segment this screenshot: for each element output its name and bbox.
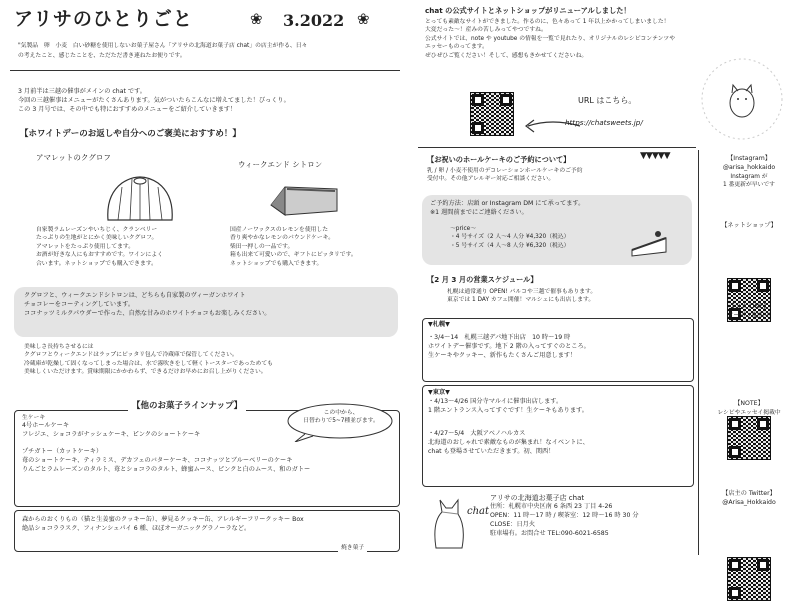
note-line: クグロフと、ウィークエンドシトロンは、どちらも自家製のヴィーガンホワイト	[24, 292, 246, 299]
baked-items: 森からのおくりもの（猫と生姜蜜のクッキー缶）、夢見るクッキー缶、アレルギーフリークッキー Box	[22, 516, 304, 523]
hole-items: フレジエ、ショコラがナッシュケーキ、ピンクのショートケーキ	[22, 431, 201, 439]
tokyo-line: 1 階エントランス入ってすぐです！生ケーキもあります。	[428, 406, 588, 414]
divider	[10, 70, 400, 71]
price-label: 〜price〜	[450, 226, 477, 232]
desc-line: アマレットをたっぷり使用してます。	[36, 243, 135, 250]
shop-name: アリサの北海道お菓子店 chat	[490, 494, 585, 502]
holecake-line: 受付中。その他アレルギー対応ご相談ください。	[427, 176, 555, 183]
order-method: ご予約方法：店頭 or Instagram DM にて承ってます。	[430, 200, 585, 207]
chocolate-note	[24, 292, 270, 319]
chat-logo	[698, 55, 786, 143]
price-list	[450, 225, 569, 250]
schedule-line: 東京では 1 DAY カフェ開催！マルシェにも出店します。	[447, 297, 595, 304]
storage-line: 美味しくいただけます。賞味期限にかかわらず、できるだけお早めにお召し上がりください。	[24, 369, 267, 376]
item1-desc	[36, 226, 163, 268]
shop-logo: chat	[467, 506, 490, 517]
order-note: ※1 週間前までにご連絡ください。	[430, 208, 528, 216]
note-note: レシピやエッセイ掲載中	[717, 409, 781, 416]
storage-line: 冷蔵庫が乾燥して固くなってしまった場合は、水で霧吹きをして軽くトースターであっためても	[24, 360, 273, 367]
storage	[24, 343, 273, 377]
lineup-heading: 【他のお菓子ラインナップ】	[128, 400, 246, 412]
baked-items: 絶品ショコララスク、フィナンシェパイ 6 種、ほぼオーガニックグラノーラなど。	[22, 524, 251, 532]
item2-name: ウィークエンド シトロン	[238, 160, 323, 169]
line-info	[702, 303, 796, 321]
bubble-line: この中から、	[323, 410, 359, 416]
sapporo-line: 生ケーキやクッキー、新作もたくさんご用意します！	[428, 351, 577, 359]
website-qr-code[interactable]	[470, 92, 514, 136]
cake-label: 生ケーキ	[22, 415, 46, 421]
twitter-label: 【店主の Twitter】	[722, 490, 776, 497]
schedule-text	[447, 288, 596, 305]
cat-illustration	[428, 492, 468, 552]
renewal-text	[425, 18, 675, 60]
petit-items: りんごとラムレーズンのタルト、苺とショコラのタルト、蜂蜜ムース、ピンクと白のムース、和のガトー	[22, 466, 311, 474]
shop-closed: CLOSE：日月火	[490, 521, 536, 529]
tokyo-label: ▼東京▼	[428, 389, 450, 396]
note-line: ココナッツミルクパウダーで作った、自然な甘みのホワイトチョコもお楽しみください。	[24, 309, 271, 317]
tokyo-line: 北海道のおしゃれで素敵なものが集まれ！なイベントに、	[428, 438, 589, 446]
note-qr-code[interactable]	[727, 557, 771, 601]
instagram-label: 【Instagram】	[727, 155, 771, 162]
note-info	[702, 400, 796, 417]
sidebar	[702, 155, 796, 190]
intro-line: 3 月前半は三越の催事がメインの chat です。	[18, 88, 146, 95]
storage-line: クグロフとウィークエンドはラップにピッタリ包んで冷蔵庫で保管してください。	[24, 352, 238, 359]
intro-line: 今回の三越催事はメニューがたくさんあります。気がついたらこんなに増えてました！びっくり。	[18, 96, 290, 104]
desc-line: たっぷりの生地がとにかく美味しいクグロフ。	[36, 235, 158, 242]
renewal-line: エッセーものってます。	[425, 44, 488, 51]
tokyo-line: ・4/27〜5/4 大阪アベノハルカス	[428, 429, 526, 437]
shop-hours: OPEN：11 時〜17 時 / 喫茶室：12 時〜16 時 30 分	[490, 512, 639, 520]
petit-label: プチガトー（カットケーキ）	[22, 448, 103, 456]
page-title: アリサのひとりごと	[14, 8, 193, 30]
divider	[418, 147, 696, 148]
renewal-line: とっても素敵なサイトができました。作るのに、色々あって 1 年以上かかってしまいました！	[425, 19, 670, 25]
desc-line: お酒が好きな人にもおすすめです。ワインによく	[36, 252, 163, 259]
sapporo-line: ホワイトデー催事です。地下 2 階の入ってすぐのところ。	[428, 342, 590, 350]
desc-line: 合います。ネットショップでも購入できます。	[36, 260, 157, 267]
instagram-note: 1 番更新が早いです	[723, 182, 775, 189]
intro-line: この 3 月号では、その中でも特におすすめのメニューをご紹介していきます！	[18, 105, 237, 113]
url-link[interactable]: https://chatsweets.jp/	[565, 118, 643, 127]
order-info	[430, 200, 584, 218]
note-line: チョコレーをコーティングしています。	[24, 300, 135, 308]
sapporo-info	[428, 321, 590, 361]
sidebar-divider	[698, 150, 699, 555]
item2-desc	[230, 226, 357, 268]
hole-label: 4号ホールケーキ	[22, 422, 70, 430]
instagram-handle[interactable]: @arisa_hokkaido	[722, 163, 776, 171]
desc-line: 柴田一押しの一品です。	[230, 243, 294, 250]
renewal-heading: chat の公式サイトとネットショップがリニューアルしました！	[425, 6, 631, 15]
desc-line: 国産ノーワックスのレモンを使用した	[230, 227, 329, 233]
petit-items: 苺のショートケーキ、ティラミス、デカフェのバターケーキ、ココナッツとブルーベリーのケーキ	[22, 457, 293, 465]
bunting-icon: ▼▼▼▼▼	[640, 151, 670, 161]
issue-date: 3.2022	[283, 11, 345, 30]
cake-slice-illustration	[628, 222, 678, 260]
holecake-heading: 【お祝いのホールケーキのご予約について】	[427, 155, 571, 164]
kugelhopf-illustration	[100, 165, 180, 225]
line-note: クーポン配布中	[727, 311, 771, 319]
twitter-info	[702, 490, 796, 508]
desc-line: 香り爽やかなレモンのパウンドケーキ。	[230, 235, 334, 242]
baked-label: 焼き菓子	[338, 544, 367, 552]
cake-list	[22, 414, 310, 475]
desc-line: 箱も出来て可愛いので、ギフトにピッタリです。	[230, 252, 357, 259]
shop-info	[490, 493, 639, 539]
netshop-label: 【ネットショップ】	[721, 222, 777, 229]
renewal-line: 大変だった〜！産みの苦しみってやつですね。	[425, 27, 547, 34]
twitter-handle[interactable]: @Arisa_Hokkaido	[722, 498, 776, 506]
pound-cake-illustration	[265, 175, 345, 220]
line-qr-code[interactable]	[727, 416, 771, 460]
schedule-line: 札幌は通常通り OPEN! パルコや三越で催事もあります。	[447, 289, 597, 295]
desc-line: 自家製ラムレーズンやいちじく、クランベリー	[36, 227, 158, 233]
bubble-line: 日替わりで5~7種並びます。	[303, 418, 379, 425]
schedule-heading: 【2 月 3 月の営業スケジュール】	[427, 275, 538, 284]
renewal-line: 公式サイトでは、note や youtube の情報を一覧で見れたり、オリジナルのレシピコンテンツや	[425, 35, 675, 42]
flower-icon: ❀	[250, 10, 263, 28]
sapporo-line: ・3/4〜14 札幌三越デパ地下出店 10 時〜19 時	[428, 333, 571, 341]
price-line: ・5 号サイズ（4 人〜8 人分 ¥6,320（税込）	[450, 242, 570, 249]
holecake-text	[427, 167, 583, 184]
url-label: URL はこちら。	[578, 96, 637, 105]
intro	[18, 88, 290, 115]
flower-icon: ❀	[357, 10, 370, 28]
price-line: ・4 号サイズ（2 人〜4 人分 ¥4,320（税込）	[450, 234, 570, 241]
shop-contact: 駐車場有。お問合せ TEL:090-6021-6585	[490, 530, 609, 538]
note-label: 【NOTE】	[734, 400, 764, 407]
storage-heading: 美味しさ長持ちさせるには	[24, 344, 94, 350]
tokyo-line: ・4/13〜4/26 国分寺マルイに催事出店します。	[428, 397, 563, 405]
tokyo-info	[428, 389, 589, 457]
holecake-line: 乳 / 卵 / 小麦不使用のデコレーションホールケーキのご予約	[427, 168, 583, 174]
instagram-note: Instagram が	[730, 173, 768, 180]
bubble-text	[302, 409, 380, 426]
shop-address: 住所：札幌市中央区南 6 条西 23 丁目 4-26	[490, 503, 613, 511]
line-label: 【公式 LINE】	[728, 303, 770, 310]
renewal-line: ぜひぜひご覧ください！そして、感想もきかせてくださいね。	[425, 52, 588, 59]
item1-name: アマレットのクグロフ	[36, 153, 111, 162]
byline: の考えたこと、感じたことを、ただただ書き連ねたお便りです。	[18, 53, 186, 59]
byline: "気製品 卵 小麦 白い砂糖を使用しないお菓子屋さん「アリサの北海道お菓子店 chat」の店主が作る、日々	[18, 43, 308, 49]
whiteday-heading: 【ホワイトデーのお返しや自分へのご褒美におすすめ！】	[20, 129, 241, 139]
tokyo-line: chat も登場させていただきます。初、関西！	[428, 447, 555, 455]
desc-line: ネットショップでも購入できます。	[230, 260, 323, 267]
sapporo-label: ▼札幌▼	[428, 321, 450, 328]
baked-list	[22, 516, 304, 534]
